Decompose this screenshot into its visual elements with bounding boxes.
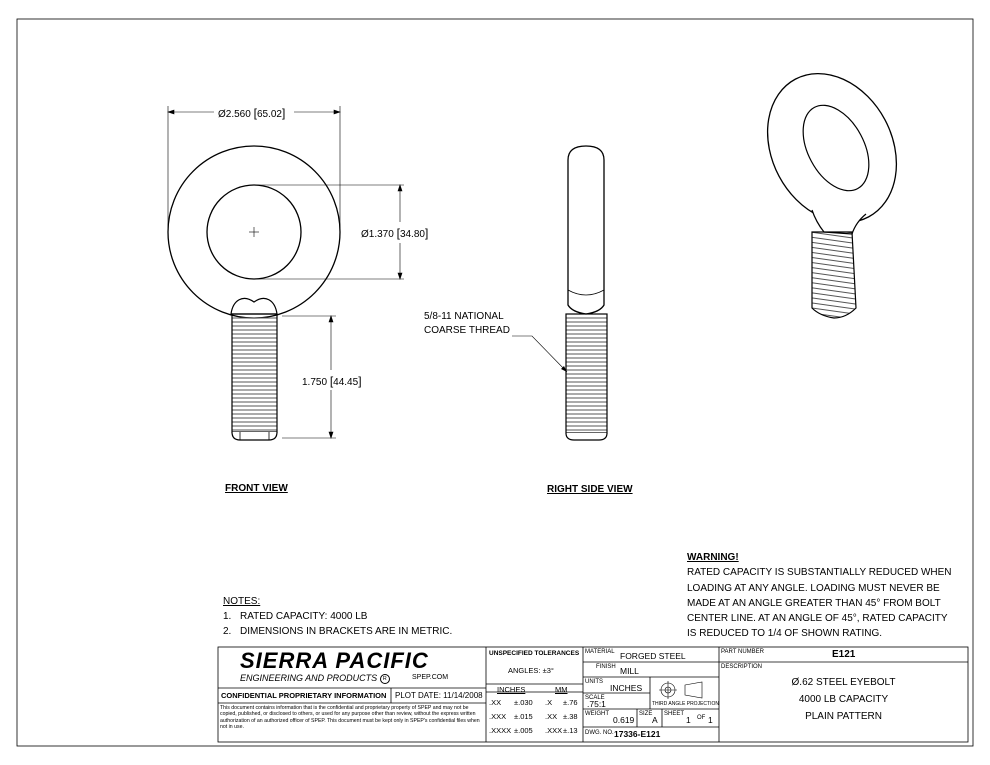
of-value: 1 (708, 715, 713, 725)
finish-label: FINISH (596, 664, 616, 670)
tol-mm-val: ±.13 (563, 726, 578, 735)
outer-diameter-mm: 65.02 (256, 109, 282, 120)
weight-value: 0.619 (613, 715, 635, 725)
right-side-view-drawing (512, 146, 607, 440)
company-subtitle (240, 673, 390, 684)
diameter-symbol: Ø (218, 109, 226, 120)
shank-length-mm: 44.45 (333, 377, 359, 388)
units-value: INCHES (610, 683, 643, 693)
weight-label: WEIGHT (585, 711, 609, 717)
projection-label: THIRD ANGLE PROJECTION (652, 701, 719, 707)
size-value: A (652, 715, 658, 725)
plot-date: PLOT DATE: 11/14/2008 (395, 691, 483, 700)
description-line: 4000 LB CAPACITY (798, 694, 889, 705)
inches-header: INCHES (497, 685, 526, 694)
registered-mark: R (380, 674, 390, 684)
tol-inch-key: .XXXX (489, 726, 512, 735)
isometric-view-drawing (742, 51, 921, 318)
inner-diameter-inch: 1.370 (368, 229, 394, 240)
inner-diameter-label: Ø1.370 [34.80] (361, 226, 429, 240)
mm-header: MM (555, 685, 568, 694)
size-label: SIZE (639, 711, 653, 717)
scale-value: .75:1 (587, 699, 606, 709)
note-number: 2. (223, 626, 232, 637)
finish-value: MILL (620, 666, 639, 676)
units-label: UNITS (585, 679, 603, 685)
warning-line: LOADING AT ANY ANGLE. LOADING MUST NEVER BE (687, 582, 940, 594)
company-name: SIERRA PACIFIC (240, 648, 429, 673)
warning-line: IS REDUCED TO 1/4 OF SHOWN RATING. (687, 628, 883, 640)
iso-threaded-shank (812, 232, 856, 318)
tolerances-title: UNSPECIFIED TOLERANCES (489, 650, 580, 657)
tol-mm-val: ±.76 (563, 698, 578, 707)
tol-mm-key: .XX (545, 712, 558, 721)
thread-callout-line2: COARSE THREAD (424, 325, 510, 336)
warning-line: MADE AT AN ANGLE GREATER THAN 45° FROM BOLT (687, 597, 941, 609)
description-label: DESCRIPTION (721, 664, 763, 670)
scale-label: SCALE (585, 695, 605, 701)
outer-diameter-label: Ø2.560 [65.02] (218, 106, 286, 120)
notes-title: NOTES: (223, 596, 261, 607)
front-view-drawing (168, 146, 340, 440)
threaded-shank (232, 314, 277, 432)
note-text: DIMENSIONS IN BRACKETS ARE IN METRIC. (240, 626, 453, 637)
description-line: Ø.62 STEEL EYEBOLT (791, 677, 896, 688)
side-threaded-shank (566, 314, 607, 433)
tol-inch-val: ±.030 (514, 698, 533, 707)
tol-inch-val: ±.015 (514, 712, 533, 721)
angles-tolerance: ANGLES: ±3° (508, 666, 554, 675)
warning-title: WARNING! (687, 552, 739, 563)
note-number: 1. (223, 611, 232, 622)
warning-line: RATED CAPACITY IS SUBSTANTIALLY REDUCED WHEN (687, 567, 952, 579)
outer-diameter-inch: 2.560 (225, 109, 251, 120)
side-eye-profile (568, 146, 604, 314)
right-side-view-label: RIGHT SIDE VIEW (547, 484, 633, 495)
warning-line: CENTER LINE. AT AN ANGLE OF 45°, RATED CAPACITY (687, 613, 948, 625)
notes-block (223, 594, 452, 639)
of-label: OF (697, 715, 706, 721)
warning-block (687, 550, 952, 642)
shank-length-label: 1.750 [44.45] (302, 374, 362, 388)
tol-inch-key: .XX (489, 698, 502, 707)
tol-mm-val: ±.38 (563, 712, 578, 721)
material-label: MATERIAL (585, 649, 615, 655)
sheet-value: 1 (686, 715, 691, 725)
tol-inch-val: ±.005 (514, 726, 533, 735)
company-website: SPEP.COM (412, 674, 449, 681)
confidential-text: This document contains information that is the confidential and proprietary property of SPEP and may not be copied, published, or disclosed to others, or used for any purpose other than review, without the express written authorization of an authorized officer of SPEP. This document must be kept only in SPEP's confidential files when not in use. (220, 705, 480, 731)
tol-inch-key: .XXX (489, 712, 507, 721)
confidential-title: CONFIDENTIAL PROPRIETARY INFORMATION (221, 691, 387, 700)
diameter-symbol: Ø (361, 229, 369, 240)
material-value: FORGED STEEL (620, 651, 686, 661)
thread-callout-line1: 5/8-11 NATIONAL (424, 311, 504, 322)
part-number-value: E121 (832, 649, 856, 660)
inner-diameter-mm: 34.80 (399, 229, 425, 240)
dwg-no-label: DWG. NO. (585, 730, 614, 736)
note-item (223, 624, 452, 639)
note-text: RATED CAPACITY: 4000 LB (240, 611, 368, 622)
dwg-no-value: 17336-E121 (614, 729, 661, 739)
sheet-label: SHEET (664, 711, 685, 717)
front-view-label: FRONT VIEW (225, 483, 288, 494)
part-number-label: PART NUMBER (721, 649, 765, 655)
description-line: PLAIN PATTERN (805, 711, 882, 722)
tol-mm-key: .XXX (545, 726, 563, 735)
tol-mm-key: .X (545, 698, 553, 707)
shank-length-inch: 1.750 (302, 377, 328, 388)
note-item (223, 609, 452, 624)
company-subtitle-text: ENGINEERING AND PRODUCTS (240, 673, 378, 683)
description-block (719, 674, 968, 725)
